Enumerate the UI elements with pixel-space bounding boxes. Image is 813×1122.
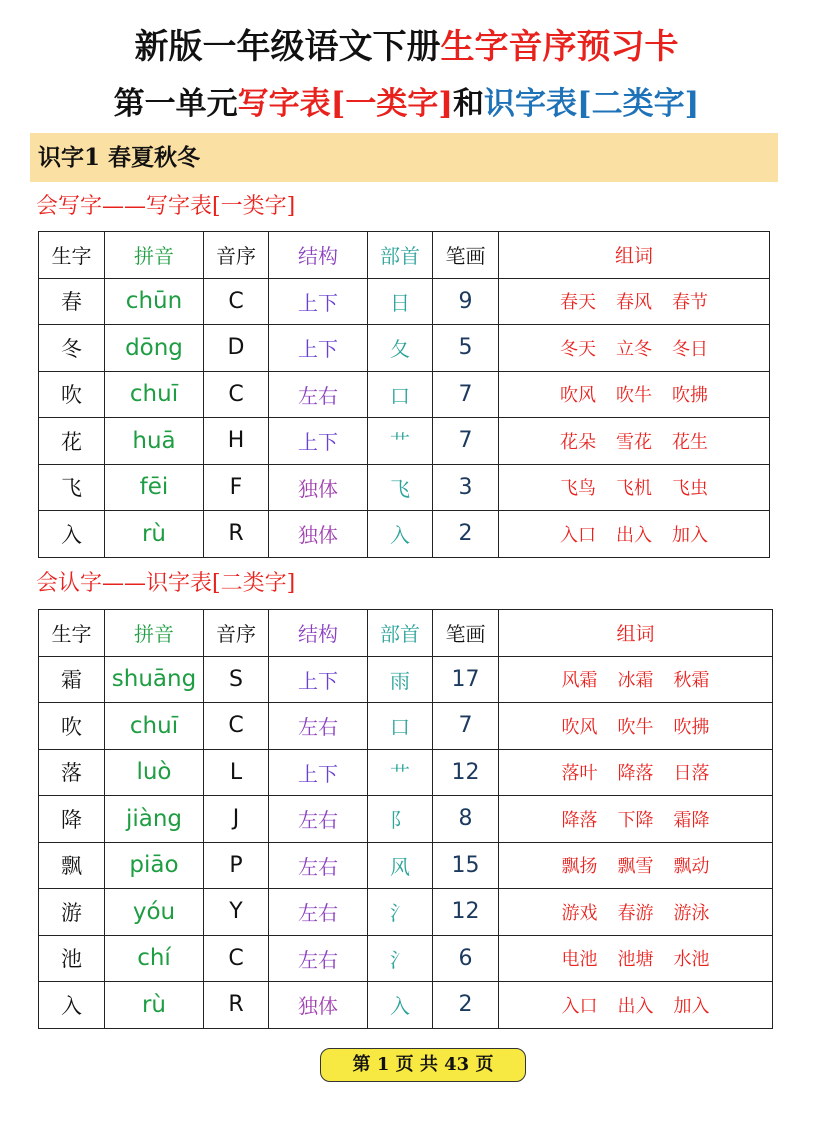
word-item: 加入 [673,995,710,1017]
word-item: 秋霜 [673,670,710,692]
char-cell: 池 [39,935,105,982]
column-header-char: 生字 [39,610,105,657]
structure-cell: 左右 [269,371,368,418]
pinyin-cell: chuī [105,371,204,418]
word-item: 落叶 [561,763,598,785]
structure-cell: 左右 [269,796,368,843]
order-cell: C [204,935,269,982]
radical-cell: 艹 [368,418,433,465]
column-header-strokes: 笔画 [433,610,499,657]
radical-cell: 雨 [368,656,433,703]
strokes-cell: 3 [433,464,499,511]
structure-cell: 上下 [269,749,368,796]
strokes-cell: 12 [433,749,499,796]
word-item: 春风 [616,292,652,314]
pinyin-cell: luò [105,749,204,796]
column-header-order: 音序 [204,232,269,279]
column-header-structure: 结构 [269,232,368,279]
radical-cell: 口 [368,703,433,750]
char-cell: 冬 [39,325,105,372]
table-row [39,842,773,889]
pinyin-cell: huā [105,418,204,465]
strokes-cell: 7 [433,418,499,465]
structure-cell: 上下 [269,325,368,372]
table-row [39,511,770,558]
structure-cell: 上下 [269,656,368,703]
word-item: 冬天 [560,338,596,360]
column-header-structure: 结构 [269,610,368,657]
word-item: 霜降 [673,809,710,831]
table-row [39,935,773,982]
pinyin-cell: shuāng [105,656,204,703]
word-item: 冰霜 [617,670,654,692]
words-cell [499,418,770,465]
table-row [39,889,773,936]
words-cell [499,796,773,843]
structure-cell: 左右 [269,889,368,936]
subtitle-and: 和 [453,86,484,122]
char-cell: 吹 [39,371,105,418]
strokes-cell: 17 [433,656,499,703]
order-cell: R [204,982,269,1029]
char-cell: 入 [39,982,105,1029]
word-item: 花生 [672,431,708,453]
order-cell: H [204,418,269,465]
char-cell: 落 [39,749,105,796]
unit-subtitle [0,82,813,126]
word-item: 吹拂 [672,385,708,407]
pinyin-cell: rù [105,982,204,1029]
char-cell: 霜 [39,656,105,703]
section-heading-reading: 会认字——识字表[二类字] [36,571,296,596]
order-cell: C [204,703,269,750]
word-item: 降落 [561,809,598,831]
strokes-cell: 9 [433,278,499,325]
word-item: 入口 [561,995,598,1017]
words-cell [499,842,773,889]
word-item: 飞鸟 [560,478,596,500]
word-item: 春节 [672,292,708,314]
word-item: 出入 [617,995,654,1017]
column-header-words: 组词 [499,232,770,279]
words-cell [499,371,770,418]
section-heading-writing: 会写字——写字表[一类字] [36,194,296,219]
char-cell: 降 [39,796,105,843]
structure-cell: 左右 [269,935,368,982]
word-item: 下降 [617,809,654,831]
order-cell: Y [204,889,269,936]
strokes-cell: 7 [433,703,499,750]
word-item: 风霜 [561,670,598,692]
table-header-row [39,610,773,657]
word-item: 吹牛 [617,716,654,738]
radical-cell: 风 [368,842,433,889]
page-title [0,20,813,64]
pinyin-cell: jiàng [105,796,204,843]
strokes-cell: 2 [433,982,499,1029]
pinyin-cell: dōng [105,325,204,372]
word-item: 池塘 [617,949,654,971]
word-item: 电池 [561,949,598,971]
column-header-pinyin: 拼音 [105,610,204,657]
table-row [39,703,773,750]
word-item: 游戏 [561,902,598,924]
strokes-cell: 6 [433,935,499,982]
radical-cell: 氵 [368,889,433,936]
words-cell [499,278,770,325]
column-header-radical: 部首 [368,232,433,279]
table-row [39,278,770,325]
table-row [39,982,773,1029]
table-row [39,325,770,372]
order-cell: C [204,371,269,418]
pinyin-cell: chí [105,935,204,982]
column-header-radical: 部首 [368,610,433,657]
order-cell: F [204,464,269,511]
word-item: 雪花 [616,431,652,453]
radical-cell: 飞 [368,464,433,511]
radical-cell: 氵 [368,935,433,982]
table-row [39,796,773,843]
radical-cell: 阝 [368,796,433,843]
radical-cell: 艹 [368,749,433,796]
words-cell [499,703,773,750]
pinyin-cell: yóu [105,889,204,936]
words-cell [499,464,770,511]
word-item: 花朵 [560,431,596,453]
column-header-pinyin: 拼音 [105,232,204,279]
words-cell [499,511,770,558]
writing-chars-table [38,231,770,558]
word-item: 飞机 [616,478,652,500]
radical-cell: 日 [368,278,433,325]
char-cell: 飞 [39,464,105,511]
char-cell: 入 [39,511,105,558]
word-item: 吹风 [560,385,596,407]
table-row [39,464,770,511]
table-row [39,749,773,796]
word-item: 降落 [617,763,654,785]
table-row [39,418,770,465]
word-item: 春游 [617,902,654,924]
word-item: 入口 [560,524,596,546]
char-cell: 飘 [39,842,105,889]
table-row [39,371,770,418]
words-cell [499,325,770,372]
order-cell: P [204,842,269,889]
column-header-words: 组词 [499,610,773,657]
table-row [39,656,773,703]
radical-cell: 入 [368,511,433,558]
word-item: 出入 [616,524,652,546]
structure-cell: 左右 [269,703,368,750]
order-cell: S [204,656,269,703]
word-item: 飞虫 [672,478,708,500]
order-cell: L [204,749,269,796]
radical-cell: 夂 [368,325,433,372]
word-item: 飘扬 [561,856,598,878]
reading-chars-table [38,609,773,1029]
lesson-banner: 识字1 春夏秋冬 [30,133,778,182]
table-header-row [39,232,770,279]
words-cell [499,749,773,796]
column-header-order: 音序 [204,610,269,657]
structure-cell: 独体 [269,464,368,511]
word-item: 游泳 [673,902,710,924]
title-card: 生字音序预习卡 [440,27,679,64]
order-cell: D [204,325,269,372]
radical-cell: 口 [368,371,433,418]
subtitle-writing-table: 写字表[一类字] [237,86,453,122]
pinyin-cell: chūn [105,278,204,325]
word-item: 冬日 [672,338,708,360]
pinyin-cell: chuī [105,703,204,750]
char-cell: 春 [39,278,105,325]
word-item: 吹风 [561,716,598,738]
words-cell [499,935,773,982]
word-item: 春天 [560,292,596,314]
char-cell: 游 [39,889,105,936]
structure-cell: 上下 [269,278,368,325]
title-grade: 新版一年级语文下册 [134,27,441,64]
strokes-cell: 15 [433,842,499,889]
pinyin-cell: rù [105,511,204,558]
pinyin-cell: piāo [105,842,204,889]
word-item: 水池 [673,949,710,971]
subtitle-unit: 第一单元 [113,86,238,122]
pinyin-cell: fēi [105,464,204,511]
strokes-cell: 8 [433,796,499,843]
words-cell [499,889,773,936]
word-item: 吹牛 [616,385,652,407]
strokes-cell: 7 [433,371,499,418]
order-cell: R [204,511,269,558]
word-item: 飘动 [673,856,710,878]
order-cell: C [204,278,269,325]
structure-cell: 独体 [269,511,368,558]
char-cell: 吹 [39,703,105,750]
words-cell [499,656,773,703]
char-cell: 花 [39,418,105,465]
word-item: 吹拂 [673,716,710,738]
order-cell: J [204,796,269,843]
strokes-cell: 2 [433,511,499,558]
column-header-char: 生字 [39,232,105,279]
structure-cell: 上下 [269,418,368,465]
word-item: 飘雪 [617,856,654,878]
word-item: 立冬 [616,338,652,360]
word-item: 加入 [672,524,708,546]
strokes-cell: 12 [433,889,499,936]
words-cell [499,982,773,1029]
radical-cell: 入 [368,982,433,1029]
page-indicator: 第 1 页 共 43 页 [320,1048,526,1082]
strokes-cell: 5 [433,325,499,372]
structure-cell: 左右 [269,842,368,889]
subtitle-reading-table: 识字表[二类字] [484,86,700,122]
column-header-strokes: 笔画 [433,232,499,279]
structure-cell: 独体 [269,982,368,1029]
word-item: 日落 [673,763,710,785]
